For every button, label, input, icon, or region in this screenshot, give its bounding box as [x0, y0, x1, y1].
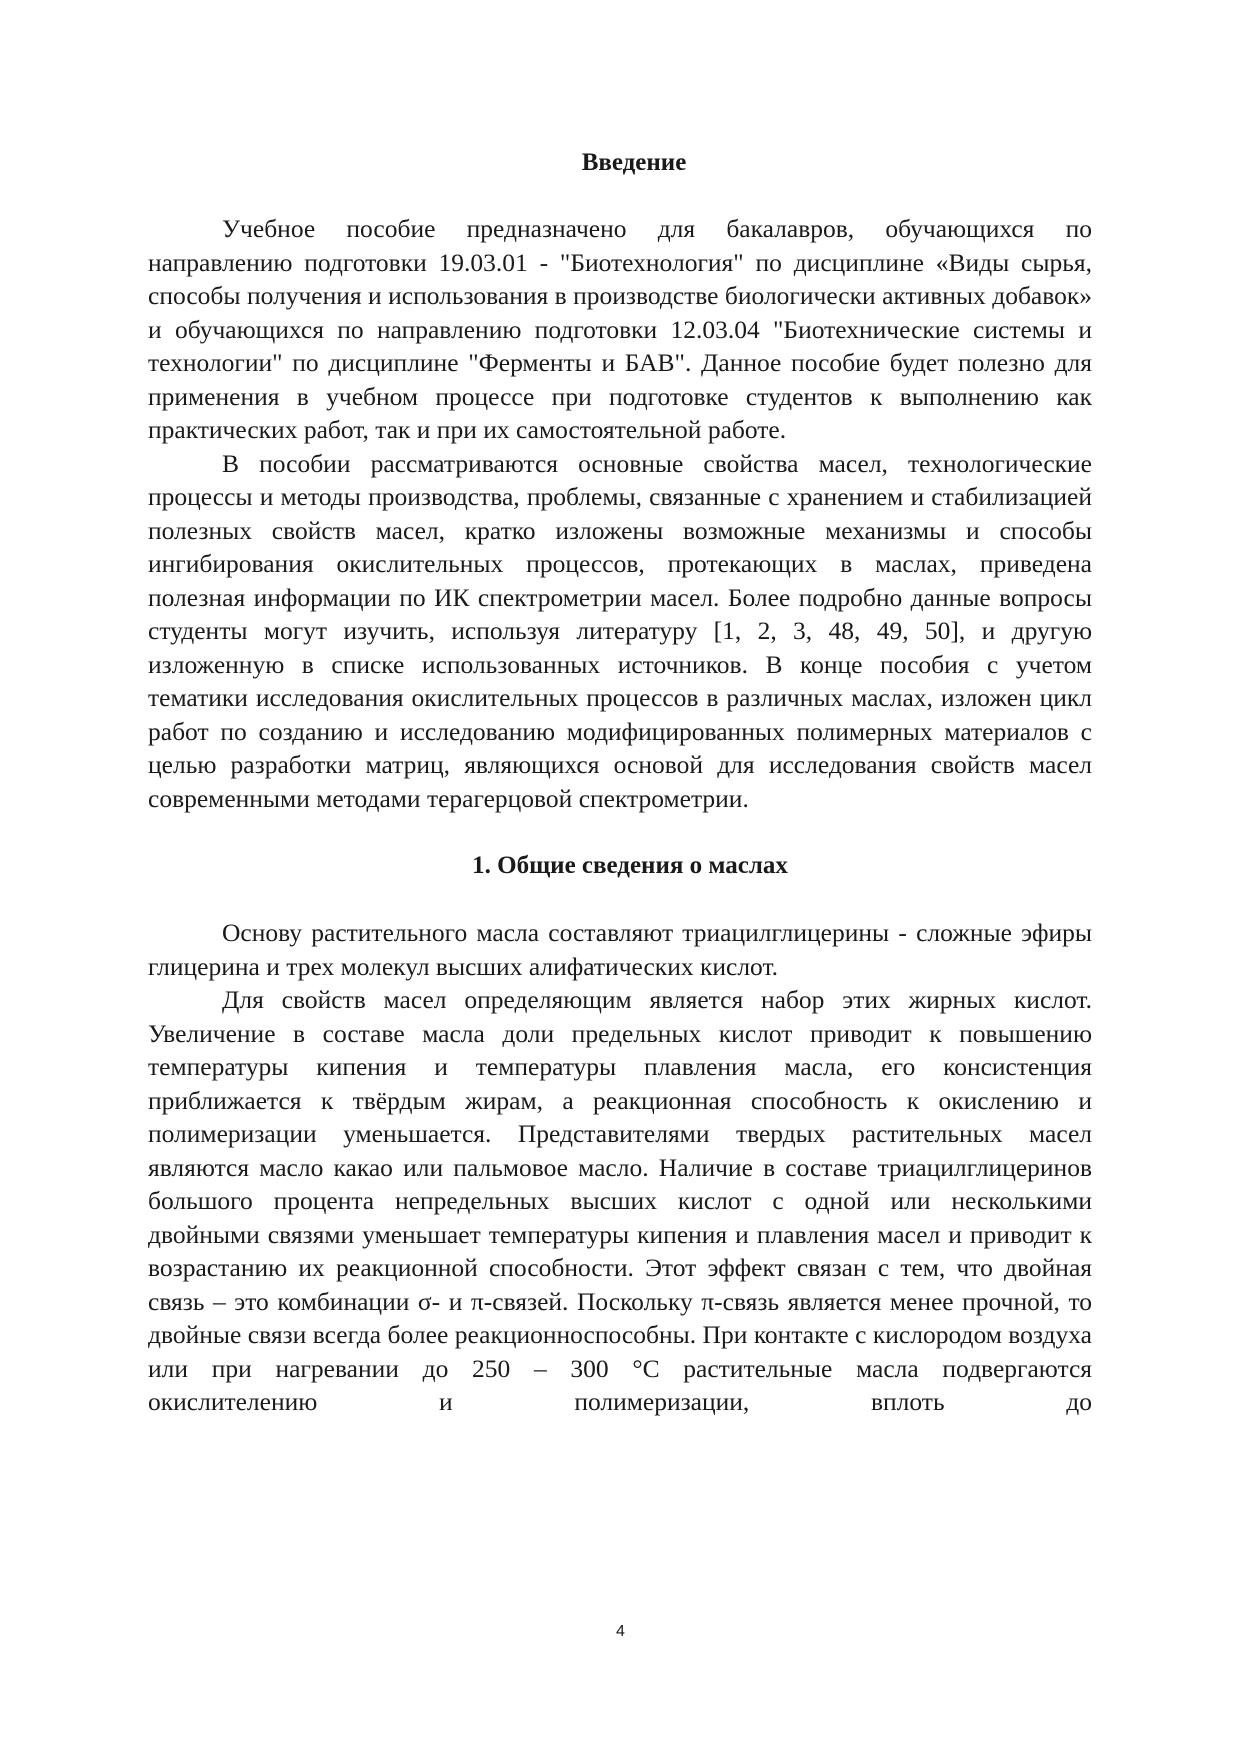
section-1-paragraph-2: Для свойств масел определяющим является набор этих жирных кислот. Увеличение в составе масла доли предельных кислот приводит к повышению температуры кипения и температуры плавления масла, его консистенция приближается к твёрдым жирам, а реакционная способность к окислению и полимеризации уменьшается. Представителями твердых растительных масел являются масло какао или пальмовое масло. Наличие в составе триацилглицеринов большого процента непредельных высших кислот с одной или несколькими двойными связями уменьшает температуры кипения и плавления масел и приводит к возрастанию их реакционной способности. Этот эффект связан с тем, что двойная связь – это комбинации σ- и π-связей. Поскольку π-связь является менее прочной, то двойные связи всегда более реакционноспособны. При контакте с кислородом воздуха или при нагревании до 250 – 300 °С растительные масла подвергаются окислителению и полимеризации, вплоть до: [148, 985, 1092, 1416]
intro-paragraph-1: Учебное пособие предназначено для бакалавров, обучающихся по направлению подготовки 19.03.01 - "Биотехнология" по дисциплине «Виды сырья, способы получения и использования в производстве биологически активных добавок» и обучающихся по направлению подготовки 12.03.04 "Биотехнические системы и технологии" по дисциплине "Ферменты и БАВ". Данное пособие будет полезно для применения в учебном процессе при подготовке студентов к выполнению как практических работ, так и при их самостоятельной работе.: [148, 214, 1092, 444]
page-content: [148, 146, 1092, 1419]
page-number: 4: [616, 1623, 625, 1640]
intro-paragraph-2: В пособии рассматриваются основные свойства масел, технологические процессы и методы производства, проблемы, связанные с хранением и стабилизацией полезных свойств масел, кратко изложены возможные механизмы и способы ингибирования окислительных процессов, протекающих в маслах, приведена полезная информации по ИК спектрометрии масел. Более подробно данные вопросы студенты могут изучить, используя литературу [1, 2, 3, 48, 49, 50], и другую изложенную в списке использованных источников. В конце пособия с учетом тематики исследования окислительных процессов в различных маслах, изложен цикл работ по созданию и исследованию модифицированных полимерных материалов с целью разработки матриц, являющихся основой для исследования свойств масел современными методами терагерцовой спектрометрии.: [148, 448, 1092, 813]
section-1-paragraph-1: Основу растительного масла составляют триацилглицерины - сложные эфиры глицерина и трех молекул высших алифатических кислот.: [148, 918, 1092, 981]
section-1-heading: 1. Общие сведения о маслах: [472, 852, 788, 879]
intro-heading: Введение: [581, 149, 687, 176]
